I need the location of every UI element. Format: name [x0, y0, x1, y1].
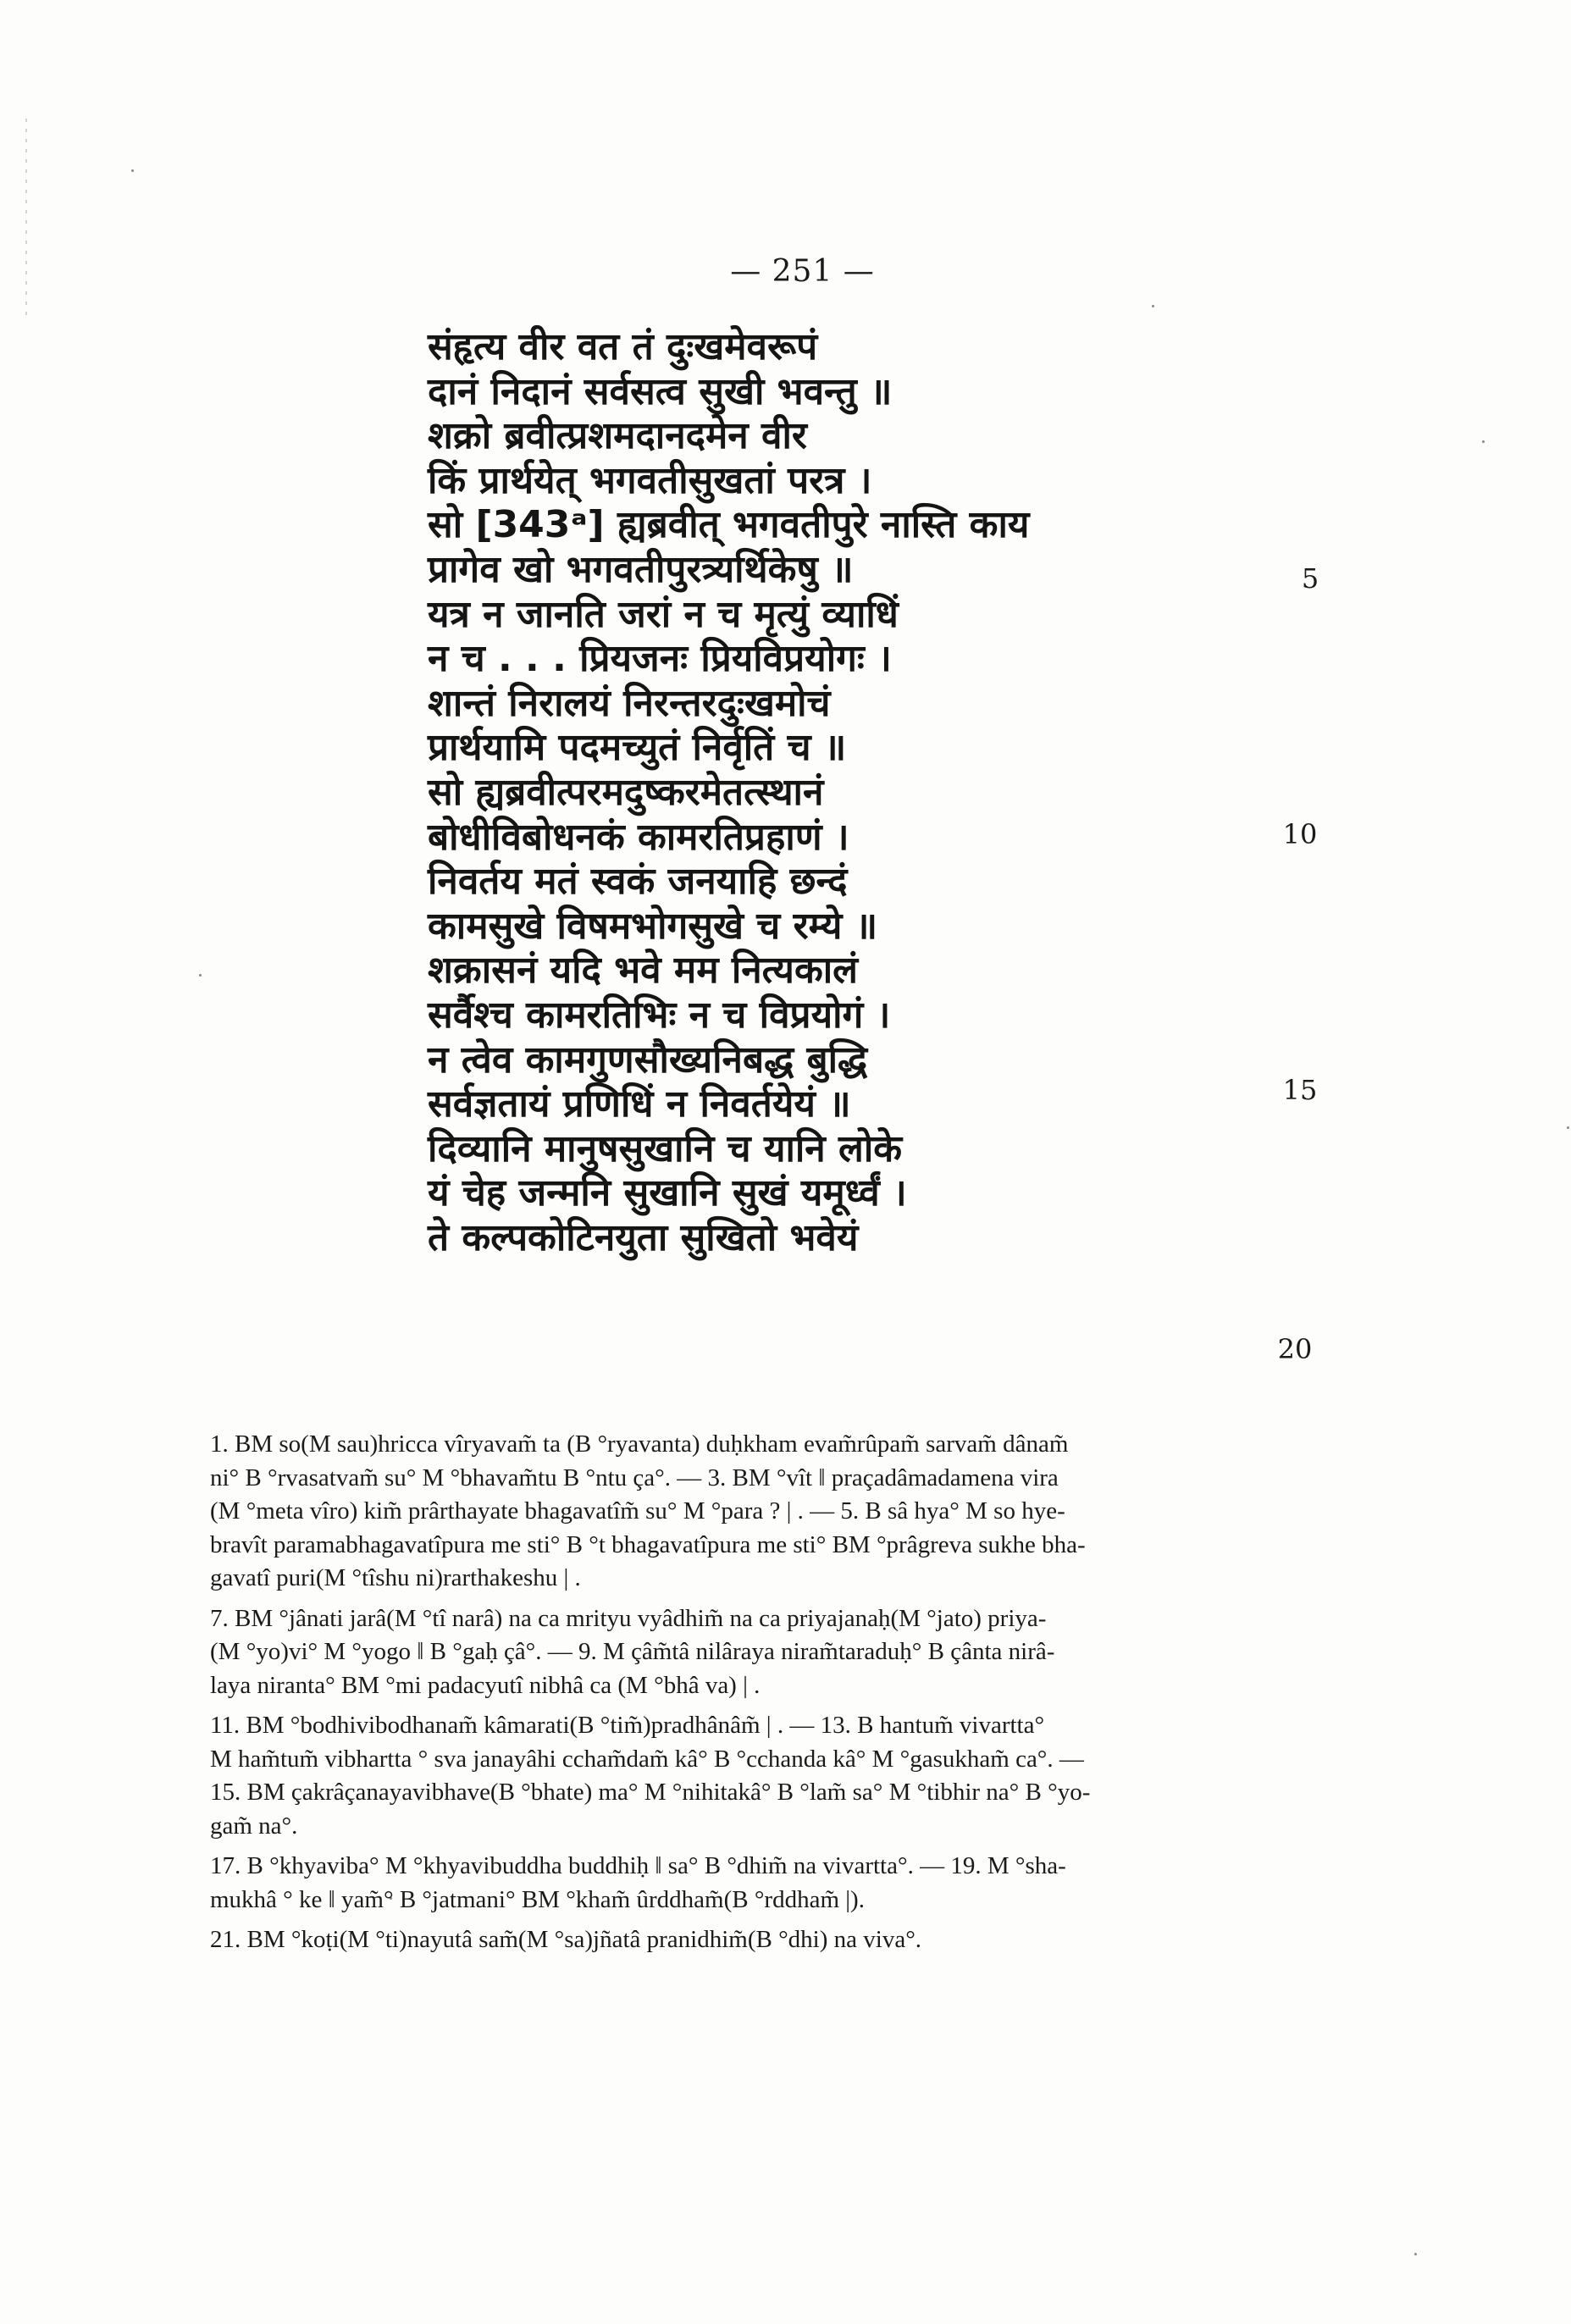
footnote-line: gavatî puri(M °tîshu ni)rarthakeshu | .	[210, 1564, 581, 1591]
verse-line: सो ह्यब्रवीत्परमदुष्करमेतत्स्थानं	[428, 770, 824, 814]
verse-line: सर्वज्ञतायं प्रणिधिं न निवर्तयेयं ॥	[428, 1082, 851, 1126]
verse-line: किं प्रार्थयेत् भगवतीसुखतां परत्र ।	[428, 458, 872, 502]
scan-speck	[1482, 440, 1485, 443]
sanskrit-verse	[428, 325, 1275, 1260]
footnote-line: 7. BM °jânati jarâ(M °tî narâ) na ca mrityu vyâdhim̃ na ca priyajanaḥ(M °jato) priya-	[210, 1604, 1047, 1632]
verse-line: संहृत्य वीर वत तं दुःखमेवरूपं	[428, 325, 818, 368]
verse-line: प्रार्थयामि पदमच्युतं निर्वृतिं च ॥	[428, 726, 847, 770]
footnote-line: 11. BM °bodhivibodhanam̃ kâmarati(B °tim̃)pradhânâm̃ | . — 13. B hantum̃ vivartta°	[210, 1712, 1045, 1739]
verse-line: यत्र न जानति जरां न च मृत्युं व्याधिं	[428, 592, 899, 636]
verse-line: कामसुखे विषमभोगसुखे च रम्ये ॥	[428, 904, 878, 948]
verse-line: सर्वैश्च कामरतिभिः न च विप्रयोगं ।	[428, 993, 891, 1037]
scan-speck	[1152, 305, 1154, 307]
verse-line: दानं निदानं सर्वसत्व सुखी भवन्तु ॥	[428, 369, 893, 413]
verse-line: प्रागेव खो भगवतीपुरत्र्यर्थिकेषु ॥	[428, 547, 854, 591]
footnote-line: 1. BM so(M sau)hricca vîryavam̃ ta (B °ryavanta) duḥkham evam̃rûpam̃ sarvam̃ dânam̃	[210, 1430, 1069, 1458]
footnote-line: (M °yo)vi° M °yogo ‖ B °gaḥ çâ°. — 9. M çâm̃tâ nilâraya niram̃taraduḥ° B çânta nirâ-	[210, 1638, 1055, 1665]
footnote-line: 17. B °khyaviba° M °khyavibuddha buddhiḥ ‖ sa° B °dhim̃ na vivartta°. — 19. M °sha-	[210, 1852, 1066, 1879]
scan-speck	[1414, 2253, 1417, 2255]
footnote-21	[210, 1923, 1260, 1957]
verse-line: न च . . . प्रियजनः प्रियविप्रयोगः ।	[428, 637, 892, 681]
verse-line: शक्रो ब्रवीत्प्रशमदानदमेन वीर	[428, 414, 807, 458]
footnote-line: mukhâ ° ke ‖ yam̃° B °jatmani° BM °kham̃ ûrddham̃(B °rddham̃ |).	[210, 1885, 865, 1913]
footnote-line: laya niranta° BM °mi padacyutî nibhâ ca (M °bhâ va) | .	[210, 1671, 761, 1699]
footnote-17	[210, 1850, 1260, 1917]
critical-apparatus	[210, 1428, 1260, 1964]
footnote-line: gam̃ na°.	[210, 1812, 298, 1840]
verse-line: ते कल्पकोटिनयुता सुखितो भवेयं	[428, 1215, 859, 1259]
footnote-line: 21. BM °koṭi(M °ti)nayutâ sam̃(M °sa)jñatâ pranidhim̃(B °dhi) na viva°.	[210, 1926, 922, 1953]
footnote-line: ni° B °rvasatvam̃ su° M °bhavam̃tu B °ntu ça°. — 3. BM °vît ‖ praçadâmadamena vira	[210, 1464, 1059, 1491]
footnote-11	[210, 1709, 1260, 1843]
page-number: — 251 —	[730, 254, 875, 289]
scan-speck	[199, 974, 202, 977]
verse-line: दिव्यानि मानुषसुखानि च यानि लोके	[428, 1126, 903, 1170]
verse-line: शान्तं निरालयं निरन्तरदुःखमोचं	[428, 681, 831, 725]
verse-line: शक्रासनं यदि भवे मम नित्यकालं	[428, 949, 858, 993]
line-number-10: 10	[1282, 818, 1318, 850]
footnote-7	[210, 1602, 1260, 1703]
scan-edge-marks	[25, 119, 27, 322]
footnote-line: (M °meta vîro) kim̃ prârthayate bhagavatîm̃ su° M °para ? | . — 5. B sâ hya° M so hye-	[210, 1497, 1065, 1524]
line-number-5: 5	[1301, 562, 1319, 595]
verse-line: सो [343ᵃ] ह्यब्रवीत् भगवतीपुरे नास्ति काय	[428, 503, 1030, 547]
footnote-1	[210, 1428, 1260, 1596]
verse-line: निवर्तय मतं स्वकं जनयाहि छन्दं	[428, 860, 848, 904]
footnote-line: M ham̃tum̃ vibhartta ° sva janayâhi ccham̃dam̃ kâ° B °cchanda kâ° M °gasukham̃ ca°. —	[210, 1745, 1084, 1773]
verse-line: न त्वेव कामगुणसौख्यनिबद्ध बुद्धि	[428, 1038, 868, 1082]
scan-speck	[131, 169, 134, 172]
scan-speck	[1567, 1126, 1569, 1129]
line-number-20: 20	[1277, 1333, 1313, 1365]
verse-line: यं चेह जन्मनि सुखानि सुखं यमूर्ध्वं ।	[428, 1171, 907, 1215]
line-number-15: 15	[1282, 1074, 1318, 1106]
verse-line: बोधीविबोधनकं कामरतिप्रहाणं ।	[428, 815, 849, 859]
footnote-line: 15. BM çakrâçanayavibhave(B °bhate) ma° M °nihitakâ° B °lam̃ sa° M °tibhir na° B °yo-	[210, 1779, 1091, 1806]
footnote-line: bravît paramabhagavatîpura me sti° B °t bhagavatîpura me sti° BM °prâgreva sukhe bha-	[210, 1530, 1086, 1558]
